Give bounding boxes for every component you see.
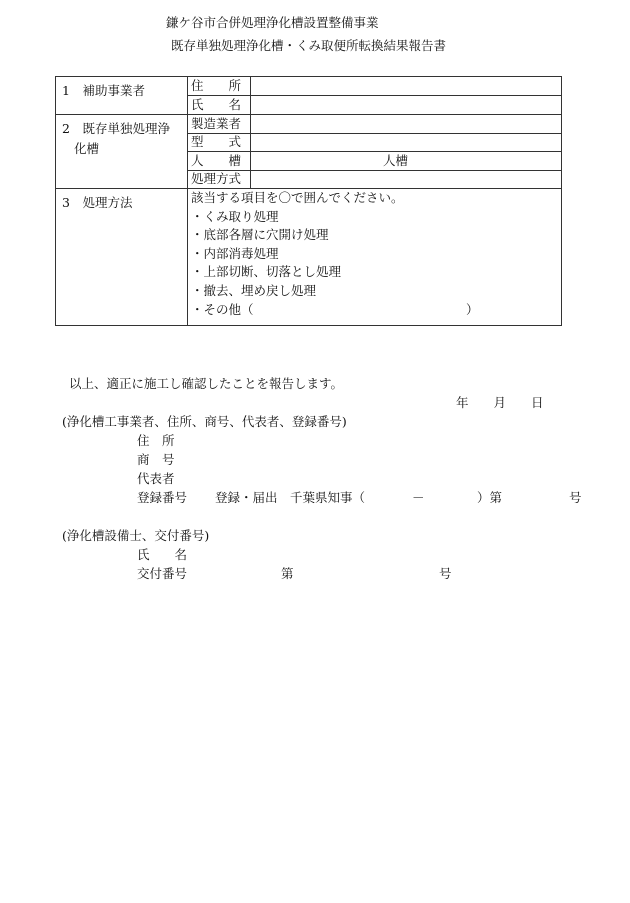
manufacturer-field[interactable] bbox=[251, 115, 562, 134]
contractor-heading: (浄化槽工事業者、住所、商号、代表者、登録番号) bbox=[62, 414, 347, 429]
method-option[interactable]: ・くみ取り処理 bbox=[191, 208, 279, 224]
processing-method-options bbox=[188, 189, 562, 326]
contractor-trade-name-label: 商 号 bbox=[137, 452, 175, 467]
treatment-method-label: 処理方式 bbox=[188, 171, 251, 189]
capacity-unit: 人槽 bbox=[383, 153, 409, 168]
document-title-line2: 既存単独処理浄化槽・くみ取便所転換結果報告書 bbox=[171, 38, 447, 53]
name-label: 氏 名 bbox=[188, 96, 251, 115]
issue-dai: 第 bbox=[281, 566, 294, 581]
section-processing-method: 3 処理方法 bbox=[56, 189, 188, 326]
report-date: 年 月 日 bbox=[456, 395, 544, 410]
section-existing-tank: 2 既存単独処理浄 化槽 bbox=[56, 115, 188, 189]
method-option[interactable]: ・上部切断、切落とし処理 bbox=[191, 264, 342, 280]
report-form-table bbox=[55, 76, 562, 326]
method-option[interactable]: ・撤去、埋め戻し処理 bbox=[191, 282, 317, 298]
registration-dai: ）第 bbox=[477, 490, 503, 505]
address-field[interactable] bbox=[251, 77, 562, 96]
treatment-method-field[interactable] bbox=[251, 171, 562, 189]
registration-dash: － bbox=[412, 490, 425, 505]
registration-number-label: 登録番号 bbox=[137, 490, 188, 505]
manufacturer-label: 製造業者 bbox=[188, 115, 251, 134]
method-option[interactable]: ・底部各層に穴開け処理 bbox=[191, 227, 329, 243]
model-field[interactable] bbox=[251, 134, 562, 152]
address-label: 住 所 bbox=[188, 77, 251, 96]
instruction-text: 該当する項目を〇で囲んでください。 bbox=[191, 190, 404, 205]
name-field[interactable] bbox=[251, 96, 562, 115]
contractor-address-label: 住 所 bbox=[137, 433, 175, 448]
issue-go: 号 bbox=[439, 566, 452, 581]
capacity-field[interactable] bbox=[251, 152, 562, 171]
engineer-name-label: 氏 名 bbox=[137, 547, 188, 562]
registration-type: 登録・届出 千葉県知事（ bbox=[215, 490, 366, 505]
report-statement: 以上、適正に施工し確認したことを報告します。 bbox=[69, 376, 344, 391]
method-option[interactable]: ・内部消毒処理 bbox=[191, 245, 279, 261]
contractor-representative-label: 代表者 bbox=[137, 471, 175, 486]
method-option[interactable]: ・その他（ ） bbox=[191, 301, 479, 317]
model-label: 型 式 bbox=[188, 134, 251, 152]
capacity-label: 人 槽 bbox=[188, 152, 251, 171]
section-subsidy-recipient: 1 補助事業者 bbox=[56, 77, 188, 115]
registration-go: 号 bbox=[569, 490, 582, 505]
document-title-line1: 鎌ケ谷市合併処理浄化槽設置整備事業 bbox=[166, 15, 379, 30]
issue-number-label: 交付番号 bbox=[137, 566, 188, 581]
engineer-heading: (浄化槽設備士、交付番号) bbox=[62, 528, 210, 543]
